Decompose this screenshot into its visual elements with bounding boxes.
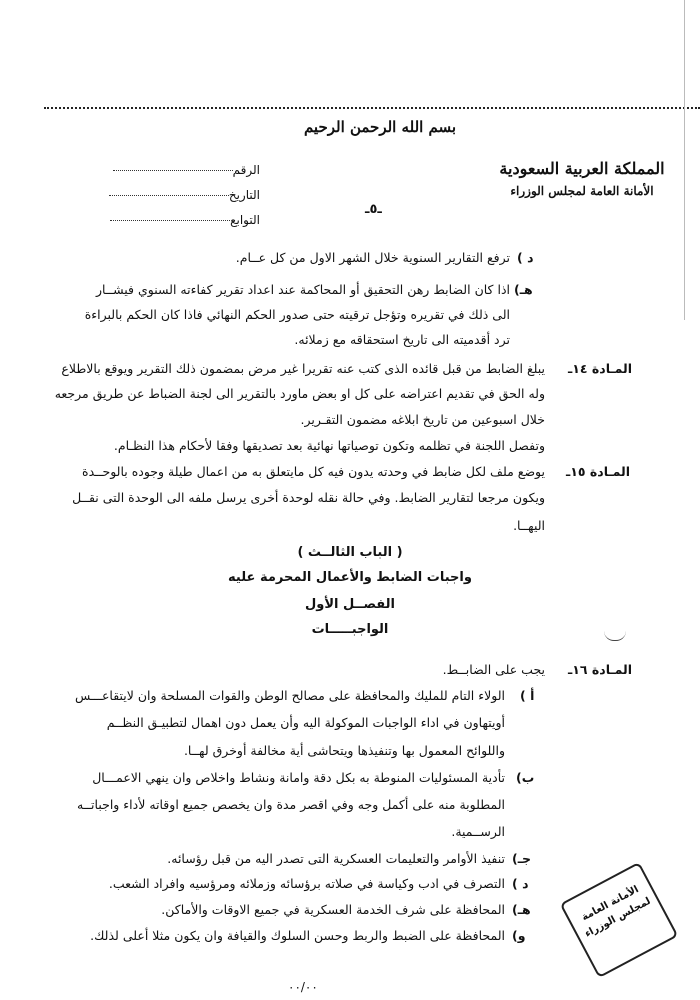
date-field [103, 188, 260, 202]
item-h-line-1: اذا كان الضابط رهن التحقيق أو المحاكمة عند اعداد تقرير كفاءته السنوي فيشــار [95, 282, 510, 297]
article-15-line-2: ويكون مرجعا لتقارير الضابط. وفي حالة نقله لوحدة أخرى يرسل ملفه الى الوحدة التى نقــل [72, 490, 545, 505]
article-15-line-1: يوضع ملف لكل ضابط في وحدته يدون فيه كل مايتعلق به من اعمال طيلة وجوده بالوحــدة [82, 464, 545, 479]
secretariat-title: الأمانة العامة لمجلس الوزراء [510, 184, 654, 198]
item-d2-line-1: التصرف في ادب وكياسة في صلاته برؤسائه وزملائه ومرؤسيه وافراد الشعب. [108, 876, 505, 891]
item-j-marker: جـ) [512, 851, 531, 866]
item-b-line-1: تأدية المسئوليات المنوطة به بكل دقة وامانة ونشاط واخلاص وان ينهي الاعمـــال [92, 770, 505, 785]
page-footer: ٠٠/٠٠ [288, 980, 318, 994]
number-label: الرقم [232, 163, 260, 177]
official-stamp [560, 862, 679, 978]
item-d-text: ترفع التقارير السنوية خلال الشهر الاول من كل عــام. [235, 250, 510, 265]
item-a-line-1: الولاء التام للمليك والمحافظة على مصالح الوطن والقوات المسلحة وان لايتقاعـــس [75, 688, 505, 703]
margin-mark [604, 626, 626, 641]
item-b-line-3: الرســمية. [451, 824, 505, 839]
kingdom-title: المملكة العربية السعودية [499, 159, 665, 178]
chapter-title: الفصــل الأول [304, 597, 396, 612]
item-a-marker: أ ) [520, 688, 535, 703]
article-14-line-1: يبلغ الضابط من قبل قائده الذى كتب عنه تقريرا غير مرض بمضمون ذلك التقرير ويوقع بالاطلاع [61, 361, 545, 376]
item-j-line-1: تنفيذ الأوامر والتعليمات العسكرية التى تصدر اليه من قبل رؤسائه. [167, 851, 505, 866]
chapter-subtitle: الواجبـــــات [311, 622, 389, 637]
article-16-label: المـادة ١٦ـ [568, 662, 633, 677]
item-b-line-2: المطلوبة منه على أكمل وجه وفي اقصر مدة وان يخصص جميع اوقاته لأداء واجباتــه [77, 797, 505, 812]
item-h-marker: هـ) [514, 282, 533, 297]
item-h-line-3: ترد أقدميته الى تاريخ استحقاقه مع زملائه. [294, 332, 510, 347]
article-15-label: المـادة ١٥ـ [566, 464, 631, 479]
item-a-line-2: أويتهاون في اداء الواجبات الموكولة اليه وأن يعمل دون اهمال لتطبيـق النظــم [106, 715, 505, 730]
article-14-line-4: وتفصل اللجنة في تظلمه وتكون توصياتها نهائية بعد تصديقها وفقا لأحكام هذا النظـام. [113, 438, 545, 453]
item-w-line-1: المحافظة على الضبط والربط وحسن السلوك والقيافة وان يكون مثلا أعلى لذلك. [90, 928, 505, 943]
article-15-line-3: اليهــا. [513, 518, 545, 533]
number-field [107, 163, 260, 177]
article-14-label: المـادة ١٤ـ [568, 361, 633, 376]
item-b-marker: ب) [516, 770, 535, 785]
item-d-marker: د ) [517, 250, 534, 265]
item-d2-marker: د ) [512, 876, 529, 891]
stamp-text: الأمانة العامة لمجلس الوزراء [579, 884, 653, 940]
item-h2-marker: هـ) [512, 902, 531, 917]
article-14-line-3: خلال اسبوعين من تاريخ ابلاغه مضمون التقـرير. [300, 412, 545, 427]
item-w-marker: و) [512, 928, 526, 943]
attachments-field [104, 213, 260, 227]
date-label: التاريخ [228, 188, 260, 202]
page-marker: ـ٥ـ [365, 202, 382, 217]
margin-rule [684, 0, 685, 320]
section-title: ( الباب الثالــث ) [297, 545, 403, 560]
item-h2-line-1: المحافظة على شرف الخدمة العسكرية في جميع الاوقات والأماكن. [161, 902, 505, 917]
top-dotted-rule [44, 107, 700, 109]
item-h-line-2: الى ذلك في تقريره وتؤجل ترقيته حتى صدور الحكم النهائي فاذا كان الحكم بالبراءة [84, 307, 510, 322]
letterhead [492, 158, 672, 202]
attachments-label: التوابع [230, 213, 260, 227]
section-subtitle: واجبات الضابط والأعمال المحرمة عليه [228, 570, 472, 585]
article-16-intro: يجب على الضابــط. [442, 662, 545, 677]
basmala: بسم الله الرحمن الرحيم [303, 118, 457, 136]
item-a-line-3: واللوائح المعمول بها وتنفيذها ويتحاشى أية مخالفة أوخرق لهــا. [183, 743, 505, 758]
article-14-line-2: وله الحق في تقديم اعتراضه على كل او بعض ماورد بالتقرير الى لجنة الضباط عن طريق مرجعه [54, 386, 545, 401]
